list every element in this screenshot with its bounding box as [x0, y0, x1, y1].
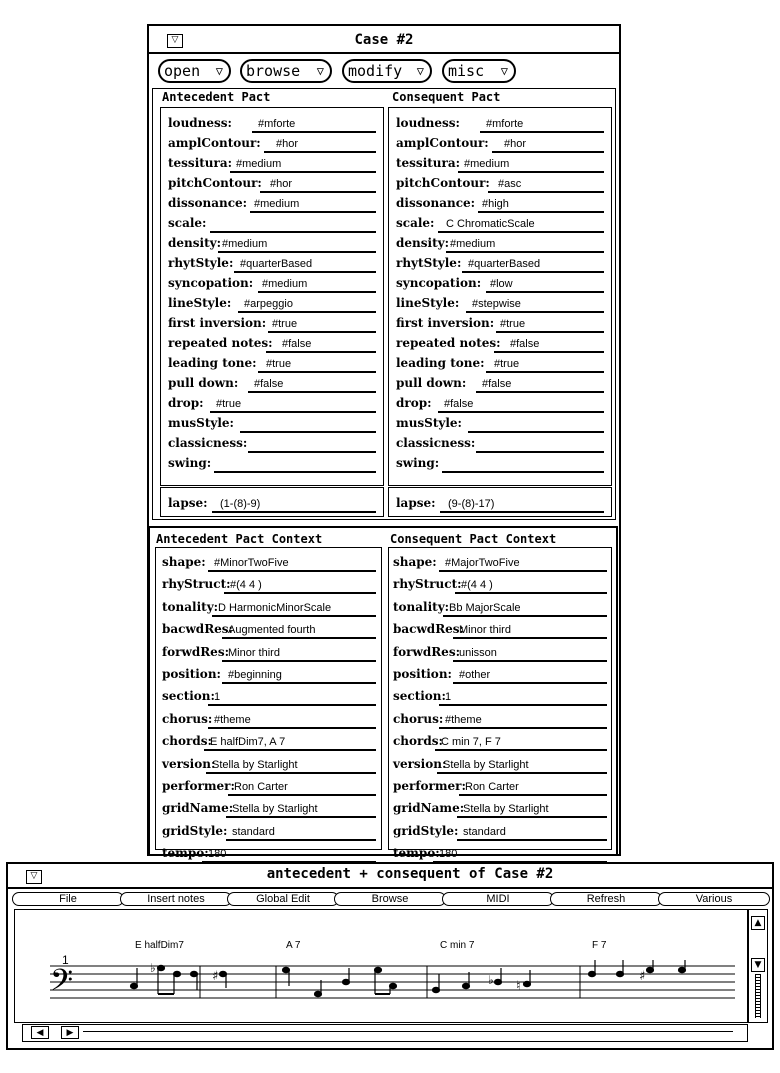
- field-row: [393, 754, 607, 774]
- field-label: syncopation:: [168, 276, 254, 290]
- field-label: section:: [162, 689, 215, 704]
- browse-menu-label: browse: [246, 62, 301, 80]
- field-row: [393, 619, 607, 639]
- scroll-left-icon[interactable]: ◀: [31, 1026, 49, 1039]
- svg-text:♯: ♯: [212, 969, 219, 984]
- field-label: classicness:: [396, 436, 476, 450]
- lapse-label: lapse:: [168, 496, 208, 510]
- svg-text:♭: ♭: [488, 973, 494, 987]
- field-label: gridStyle:: [393, 823, 459, 838]
- field-label: gridName:: [393, 801, 465, 816]
- field-label: performer:: [162, 779, 235, 793]
- field-label: chorus:: [393, 711, 444, 726]
- field-underline: [437, 772, 607, 774]
- field-value-input[interactable]: #false: [444, 398, 474, 410]
- field-value-input[interactable]: #arpeggio: [244, 298, 293, 310]
- field-underline: [443, 615, 607, 617]
- field-underline: [208, 704, 376, 706]
- field-value-input[interactable]: 180: [208, 848, 227, 861]
- field-label: position:: [162, 667, 221, 681]
- chevron-down-icon: ▽: [416, 64, 424, 78]
- field-label: amplContour:: [396, 136, 489, 150]
- field-label: pitchContour:: [168, 176, 262, 190]
- consequent-context-title: Consequent Pact Context: [390, 532, 557, 546]
- field-underline: [442, 471, 604, 473]
- field-row: [162, 552, 376, 572]
- field-value-input[interactable]: #asc: [498, 178, 522, 190]
- field-row: [168, 253, 376, 273]
- field-row: [396, 133, 604, 153]
- field-label: drop:: [168, 396, 204, 410]
- field-value-input[interactable]: Bb MajorScale: [449, 601, 521, 614]
- field-label: musStyle:: [396, 416, 462, 430]
- field-label: pull down:: [168, 376, 239, 390]
- field-row: [396, 253, 604, 273]
- window-menu-icon[interactable]: ▽: [26, 870, 42, 884]
- field-value-input[interactable]: #true: [216, 398, 242, 410]
- field-row: [168, 113, 376, 133]
- field-value-input[interactable]: #quarterBased: [240, 258, 313, 270]
- field-underline: [208, 570, 376, 572]
- insert-notes-button[interactable]: Insert notes: [120, 892, 232, 906]
- field-label: forwdRes:: [162, 644, 230, 659]
- field-label: rhyStruct:: [393, 577, 462, 592]
- field-value-input[interactable]: 1: [214, 691, 221, 704]
- field-value-input[interactable]: E halfDim7, A 7: [210, 736, 286, 749]
- field-label: tonality:: [162, 599, 219, 614]
- field-value-input[interactable]: D HarmonicMinorScale: [218, 601, 332, 614]
- field-row: [162, 731, 376, 751]
- field-row: [168, 213, 376, 233]
- score-window-title: antecedent + consequent of Case #2: [266, 866, 554, 882]
- chord-symbol: E halfDim7: [135, 940, 184, 951]
- field-row: [168, 313, 376, 333]
- field-value-input[interactable]: C ChromaticScale: [446, 218, 535, 230]
- field-row: [393, 664, 607, 684]
- modify-menu[interactable]: [342, 59, 432, 83]
- field-value-input[interactable]: Stella by Starlight: [232, 803, 318, 816]
- field-value-input[interactable]: #mforte: [486, 118, 524, 130]
- field-value-input[interactable]: #theme: [214, 713, 251, 726]
- field-value-input[interactable]: #stepwise: [472, 298, 521, 310]
- field-row: [168, 333, 376, 353]
- field-row: [162, 821, 376, 841]
- field-label: rhytStyle:: [396, 256, 462, 270]
- field-row: [396, 213, 604, 233]
- modify-menu-label: modify: [348, 62, 403, 80]
- field-value-input[interactable]: #false: [254, 378, 284, 390]
- music-staff[interactable]: [40, 960, 740, 1010]
- field-row: [396, 273, 604, 293]
- field-row: [393, 776, 607, 796]
- field-row: [396, 153, 604, 173]
- field-value-input[interactable]: #MinorTwoFive: [214, 557, 289, 569]
- field-value-input[interactable]: Ron Carter: [465, 781, 519, 793]
- field-row: [162, 798, 376, 818]
- field-row: [393, 821, 607, 841]
- field-underline: [224, 592, 376, 594]
- svg-text:♯: ♯: [639, 969, 646, 984]
- global-edit-button[interactable]: Global Edit: [227, 892, 339, 906]
- midi-button[interactable]: MIDI: [442, 892, 554, 906]
- field-value-input[interactable]: 180: [439, 848, 458, 861]
- field-label: shape:: [162, 555, 206, 569]
- title-bar-divider: [6, 887, 774, 889]
- misc-menu-label: misc: [448, 62, 485, 80]
- field-row: [393, 552, 607, 572]
- field-value-input[interactable]: #low: [490, 278, 513, 290]
- field-row: [162, 754, 376, 774]
- field-row: [168, 293, 376, 313]
- field-underline: [453, 637, 607, 639]
- field-row: [396, 233, 604, 253]
- lapse-row: [396, 493, 604, 513]
- chord-symbol: A 7: [286, 940, 301, 951]
- refresh-button[interactable]: Refresh: [550, 892, 662, 906]
- field-underline: [439, 704, 607, 706]
- field-label: pitchContour:: [396, 176, 490, 190]
- field-value-input[interactable]: Ron Carter: [234, 781, 288, 793]
- field-value-input[interactable]: Minor third: [459, 624, 511, 637]
- field-underline: [222, 637, 376, 639]
- scroll-track[interactable]: [755, 974, 761, 1018]
- field-label: scale:: [396, 216, 435, 230]
- field-value-input[interactable]: C min 7, F 7: [441, 736, 501, 749]
- field-row: [393, 709, 607, 729]
- field-underline: [222, 660, 376, 662]
- field-underline: [439, 570, 607, 572]
- field-label: chorus:: [162, 711, 213, 726]
- field-underline: [457, 839, 607, 841]
- field-label: dissonance:: [168, 196, 248, 210]
- various-button[interactable]: Various: [658, 892, 770, 906]
- field-row: [168, 133, 376, 153]
- field-underline: [212, 615, 376, 617]
- window-menu-icon[interactable]: ▽: [167, 34, 183, 48]
- field-row: [168, 173, 376, 193]
- field-label: version:: [162, 756, 216, 771]
- field-label: scale:: [168, 216, 207, 230]
- field-value-input[interactable]: #beginning: [228, 669, 282, 681]
- field-value-input[interactable]: #other: [459, 669, 491, 681]
- field-underline: [439, 727, 607, 729]
- field-row: [396, 413, 604, 433]
- field-row: [162, 574, 376, 594]
- field-value-input[interactable]: Stella by Starlight: [443, 758, 529, 771]
- field-label: musStyle:: [168, 416, 234, 430]
- field-row: [162, 597, 376, 617]
- field-label: bacwdRes:: [162, 622, 233, 637]
- field-row: [396, 433, 604, 453]
- horizontal-scrollbar[interactable]: [22, 1024, 748, 1042]
- field-label: tessitura:: [168, 156, 233, 170]
- svg-text:♭: ♭: [150, 961, 156, 975]
- title-bar-divider: [147, 52, 621, 54]
- browse-button[interactable]: Browse: [334, 892, 446, 906]
- field-row: [168, 233, 376, 253]
- field-label: leading tone:: [168, 356, 257, 370]
- field-row: [396, 453, 604, 473]
- field-label: repeated notes:: [396, 336, 501, 350]
- field-value-input[interactable]: Augmented fourth: [228, 624, 316, 637]
- field-row: [396, 353, 604, 373]
- field-label: swing:: [396, 456, 440, 470]
- field-underline: [214, 471, 376, 473]
- open-menu-label: open: [164, 62, 201, 80]
- lapse-value-input[interactable]: (9-(8)-17): [448, 498, 495, 510]
- misc-menu[interactable]: [442, 59, 516, 83]
- vertical-scrollbar[interactable]: [748, 909, 768, 1023]
- field-value-input[interactable]: standard: [232, 825, 275, 838]
- field-label: section:: [393, 689, 446, 704]
- field-value-input[interactable]: #high: [482, 198, 509, 210]
- lapse-row: [168, 493, 376, 513]
- field-underline: [453, 660, 607, 662]
- field-row: [168, 193, 376, 213]
- field-row: [393, 642, 607, 662]
- field-row: [396, 113, 604, 133]
- field-row: [168, 153, 376, 173]
- field-label: first inversion:: [396, 316, 495, 330]
- field-row: [396, 373, 604, 393]
- field-row: [162, 776, 376, 796]
- field-label: repeated notes:: [168, 336, 273, 350]
- field-row: [168, 413, 376, 433]
- field-label: syncopation:: [396, 276, 482, 290]
- field-row: [168, 453, 376, 473]
- field-value-input[interactable]: #medium: [254, 198, 300, 210]
- field-value-input[interactable]: #true: [500, 318, 526, 330]
- chevron-down-icon: ▽: [316, 64, 324, 78]
- field-value-input[interactable]: #true: [272, 318, 298, 330]
- field-label: version:: [393, 756, 447, 771]
- field-underline: [453, 682, 607, 684]
- field-value-input[interactable]: #(4 4 ): [230, 579, 262, 592]
- field-label: gridName:: [162, 801, 234, 816]
- field-row: [393, 597, 607, 617]
- field-label: dissonance:: [396, 196, 476, 210]
- field-label: tempo:: [393, 846, 440, 861]
- field-value-input[interactable]: #false: [482, 378, 512, 390]
- field-label: chords:: [162, 734, 212, 749]
- field-value-input[interactable]: 1: [445, 691, 452, 704]
- field-label: tonality:: [393, 599, 450, 614]
- field-value-input[interactable]: Minor third: [228, 646, 280, 659]
- notes: [131, 960, 686, 997]
- field-row: [168, 373, 376, 393]
- field-row: [162, 686, 376, 706]
- measure-number: 1: [62, 953, 69, 967]
- field-label: rhyStruct:: [162, 577, 231, 592]
- field-row: [162, 843, 376, 863]
- field-row: [162, 619, 376, 639]
- chevron-down-icon: ▽: [215, 64, 223, 78]
- field-row: [393, 731, 607, 751]
- field-label: loudness:: [396, 116, 460, 130]
- scroll-right-icon[interactable]: ▶: [61, 1026, 79, 1039]
- browse-menu[interactable]: [240, 59, 332, 83]
- field-row: [396, 333, 604, 353]
- field-label: tempo:: [162, 846, 209, 861]
- field-underline: [459, 794, 607, 796]
- field-row: [393, 798, 607, 818]
- field-value-input[interactable]: unisson: [459, 646, 497, 659]
- field-label: lineStyle:: [168, 296, 232, 310]
- field-label: amplContour:: [168, 136, 261, 150]
- field-label: pull down:: [396, 376, 467, 390]
- field-value-input[interactable]: #true: [266, 358, 292, 370]
- field-value-input[interactable]: #mforte: [258, 118, 296, 130]
- file-menu-button[interactable]: File: [12, 892, 124, 906]
- field-label: loudness:: [168, 116, 232, 130]
- field-value-input[interactable]: #medium: [222, 238, 268, 250]
- field-label: drop:: [396, 396, 432, 410]
- window-title: Case #2: [354, 32, 414, 48]
- field-label: forwdRes:: [393, 644, 461, 659]
- chevron-down-icon: ▽: [500, 64, 508, 78]
- field-underline: [226, 839, 376, 841]
- field-underline: [206, 772, 376, 774]
- field-underline: [208, 727, 376, 729]
- field-value-input[interactable]: #medium: [464, 158, 510, 170]
- field-row: [162, 664, 376, 684]
- bass-clef-icon: 𝄢: [50, 964, 74, 1005]
- field-label: density:: [396, 236, 450, 250]
- field-row: [396, 393, 604, 413]
- field-underline: [212, 511, 376, 513]
- field-underline: [226, 816, 376, 818]
- field-label: shape:: [393, 555, 437, 569]
- consequent-pact-title: Consequent Pact: [392, 90, 501, 104]
- field-value-input[interactable]: #(4 4 ): [461, 579, 493, 592]
- field-value-input[interactable]: #quarterBased: [468, 258, 541, 270]
- field-row: [396, 313, 604, 333]
- field-value-input[interactable]: #medium: [236, 158, 282, 170]
- field-row: [162, 709, 376, 729]
- field-value-input[interactable]: #medium: [262, 278, 308, 290]
- field-row: [168, 273, 376, 293]
- field-value-input[interactable]: #medium: [450, 238, 496, 250]
- field-row: [168, 393, 376, 413]
- field-value-input[interactable]: Stella by Starlight: [463, 803, 549, 816]
- field-label: density:: [168, 236, 222, 250]
- field-row: [396, 193, 604, 213]
- antecedent-pact-title: Antecedent Pact: [162, 90, 271, 104]
- scroll-up-icon[interactable]: ▲: [751, 916, 765, 930]
- field-label: gridStyle:: [162, 823, 228, 838]
- field-underline: [457, 816, 607, 818]
- field-value-input[interactable]: #theme: [445, 713, 482, 726]
- field-row: [396, 293, 604, 313]
- field-label: first inversion:: [168, 316, 267, 330]
- lapse-value-input[interactable]: (1-(8)-9): [220, 498, 261, 510]
- field-row: [393, 686, 607, 706]
- field-underline: [204, 749, 376, 751]
- field-row: [393, 574, 607, 594]
- field-row: [393, 843, 607, 863]
- field-underline: [440, 511, 604, 513]
- field-label: position:: [393, 667, 452, 681]
- field-underline: [228, 794, 376, 796]
- field-label: chords:: [393, 734, 443, 749]
- scroll-track[interactable]: [83, 1031, 733, 1034]
- field-value-input[interactable]: #hor: [270, 178, 293, 190]
- field-underline: [222, 682, 376, 684]
- chord-symbol: C min 7: [440, 940, 475, 951]
- open-menu[interactable]: [158, 59, 231, 83]
- field-value-input[interactable]: #hor: [504, 138, 527, 150]
- chord-symbol: F 7: [592, 940, 607, 951]
- field-label: bacwdRes:: [393, 622, 464, 637]
- field-row: [168, 353, 376, 373]
- field-label: swing:: [168, 456, 212, 470]
- field-row: [168, 433, 376, 453]
- field-row: [396, 173, 604, 193]
- field-value-input[interactable]: Stella by Starlight: [212, 758, 298, 771]
- field-label: lineStyle:: [396, 296, 460, 310]
- field-value-input[interactable]: standard: [463, 825, 506, 838]
- scroll-down-icon[interactable]: ▼: [751, 958, 765, 972]
- field-row: [162, 642, 376, 662]
- field-underline: [455, 592, 607, 594]
- field-value-input[interactable]: #MajorTwoFive: [445, 557, 520, 569]
- svg-text:♮: ♮: [516, 979, 521, 994]
- field-label: leading tone:: [396, 356, 485, 370]
- antecedent-context-title: Antecedent Pact Context: [156, 532, 323, 546]
- field-label: rhytStyle:: [168, 256, 234, 270]
- field-label: classicness:: [168, 436, 248, 450]
- field-value-input[interactable]: #false: [510, 338, 540, 350]
- field-value-input[interactable]: #hor: [276, 138, 299, 150]
- field-underline: [435, 749, 607, 751]
- lapse-label: lapse:: [396, 496, 436, 510]
- field-value-input[interactable]: #false: [282, 338, 312, 350]
- field-value-input[interactable]: #true: [494, 358, 520, 370]
- field-label: performer:: [393, 779, 466, 793]
- field-label: tessitura:: [396, 156, 461, 170]
